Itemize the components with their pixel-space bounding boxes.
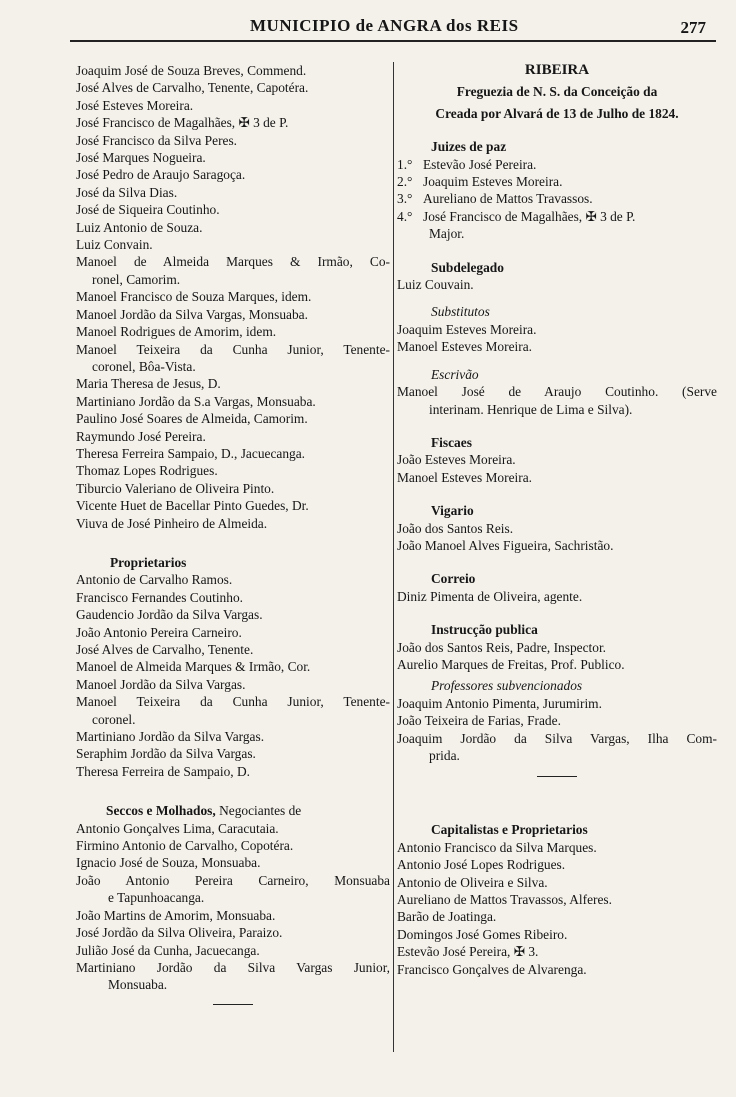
place-title: RIBEIRA — [524, 62, 590, 78]
list-item: Joaquim Esteves Moreira. — [397, 321, 537, 337]
seccos-heading-rest: Negociantes de — [215, 803, 302, 819]
list-item: Raymundo José Pereira. — [76, 428, 206, 444]
list-item: José Marques Nogueira. — [76, 150, 206, 166]
list-item: Antonio de Oliveira e Silva. — [397, 874, 548, 890]
list-item: José Jordão da Silva Oliveira, Paraizo. — [76, 925, 283, 941]
page-number: 277 — [680, 18, 706, 37]
list-item: Theresa Ferreira Sampaio, D., Jacuecanga. — [76, 445, 306, 461]
item-number: 1.° — [397, 156, 413, 172]
list-item: Thomaz Lopes Rodrigues. — [76, 463, 218, 479]
list-item-continuation: coronel, Bôa-Vista. — [92, 358, 196, 374]
section-heading-proprietarios: Proprietarios — [110, 554, 187, 570]
list-item — [397, 208, 717, 225]
item-number: 4.° — [397, 208, 413, 224]
list-item: Manoel Rodrigues de Amorim, idem. — [76, 324, 277, 340]
section-rule — [213, 1004, 253, 1005]
list-item: Antonio Francisco da Silva Marques. — [397, 839, 597, 855]
list-item: Manoel José de Araujo Coutinho. (Serve — [397, 384, 717, 400]
list-item: José Alves de Carvalho, Tenente. — [76, 642, 254, 657]
right-column — [397, 62, 717, 978]
creada-line: Creada por Alvará de 13 de Julho de 1824. — [435, 105, 679, 121]
list-item: Theresa Ferreira de Sampaio, D. — [76, 763, 251, 779]
item-number: 3.° — [397, 191, 413, 207]
list-item: Diniz Pimenta de Oliveira, agente. — [397, 588, 583, 604]
list-item: Antonio de Carvalho Ramos. — [76, 572, 233, 588]
list-item: Martiniano Jordão da Silva Vargas Junior, — [76, 959, 390, 975]
left-column — [76, 62, 390, 1015]
section-heading-juizes: Juizes de paz — [431, 139, 507, 155]
list-item: João Antonio Pereira Carneiro, Monsuaba — [76, 872, 390, 888]
list-item: Viuva de José Pinheiro de Almeida. — [76, 515, 268, 531]
list-item: José da Silva Dias. — [76, 184, 178, 200]
capitalistas-list — [397, 839, 717, 978]
list-item: Gaudencio Jordão da Silva Vargas. — [76, 607, 263, 623]
list-item-continuation: interinam. Henrique de Lima e Silva). — [429, 401, 633, 417]
proprietarios-list — [76, 571, 390, 693]
list-item: João Esteves Moreira. — [397, 452, 516, 468]
list-item: Firmino Antonio de Carvalho, Copotéra. — [76, 838, 294, 854]
list-item: Manoel Jordão da Silva Vargas, Monsuaba. — [76, 306, 308, 322]
list-item: Vicente Huet de Bacellar Pinto Guedes, Dr. — [76, 498, 309, 514]
list-item: Antonio José Lopes Rodrigues. — [397, 857, 566, 873]
professores-list — [397, 695, 717, 730]
list-item: João Teixeira de Farias, Frade. — [397, 713, 561, 729]
section-heading-fiscaes: Fiscaes — [431, 434, 472, 450]
list-item: João Martins de Amorim, Monsuaba. — [76, 907, 276, 923]
item-name: Joaquim Esteves Moreira. — [423, 174, 563, 190]
item-name: Aureliano de Mattos Travassos. — [423, 191, 593, 207]
list-item: José Esteves Moreira. — [76, 97, 194, 113]
list-item: José de Siqueira Coutinho. — [76, 202, 220, 218]
list-item: João Antonio Pereira Carneiro. — [76, 624, 242, 640]
list-item: Joaquim Jordão da Silva Vargas, Ilha Com- — [397, 730, 717, 746]
list-item-continuation: Major. — [429, 226, 465, 242]
column-divider — [393, 62, 394, 1052]
proprietarios-list-b — [76, 728, 390, 780]
left-late-list — [76, 375, 390, 532]
instrucao-list — [397, 639, 717, 674]
list-item: Manoel Esteves Moreira. — [397, 339, 532, 355]
seccos-list — [76, 820, 390, 872]
list-item: José Pedro de Araujo Saragoça. — [76, 167, 246, 183]
list-item: João Manoel Alves Figueira, Sachristão. — [397, 537, 614, 553]
list-item: Estevão José Pereira, ✠ 3. — [397, 944, 539, 960]
list-item: Joaquim Antonio Pimenta, Jurumirim. — [397, 695, 602, 711]
fiscaes-list — [397, 451, 717, 486]
freguezia-line: Freguezia de N. S. da Conceição da — [456, 84, 658, 100]
list-item: Seraphim Jordão da Silva Vargas. — [76, 746, 256, 762]
section-heading-correio: Correio — [431, 571, 476, 587]
substitutos-list — [397, 321, 717, 356]
list-item: Aureliano de Mattos Travassos, Alferes. — [397, 892, 612, 908]
list-item — [397, 190, 717, 207]
list-item: José Francisco de Magalhães, ✠ 3 de P. — [76, 115, 289, 131]
list-item: Manoel Jordão da Silva Vargas. — [76, 676, 246, 692]
left-mid-list — [76, 288, 390, 340]
section-heading-substitutos: Substitutos — [431, 304, 490, 320]
section-heading-instrucao: Instrucção publica — [431, 622, 538, 638]
list-item: Julião José da Cunha, Jacuecanga. — [76, 942, 260, 958]
page-header — [70, 8, 716, 42]
section-heading-professores: Professores subvencionados — [431, 678, 583, 694]
section-heading-vigario: Vigario — [431, 503, 474, 519]
list-item: Aurelio Marques de Freitas, Prof. Publico. — [397, 656, 625, 672]
item-number: 2.° — [397, 174, 413, 190]
list-item: Antonio Gonçalves Lima, Caracutaia. — [76, 820, 279, 836]
list-item-continuation: ronel, Camorim. — [92, 271, 181, 287]
juizes-list — [397, 156, 717, 226]
list-item-continuation: e Tapunhoacanga. — [108, 890, 205, 906]
list-item: Domingos José Gomes Ribeiro. — [397, 926, 568, 942]
section-heading-escrivao: Escrivão — [431, 366, 479, 382]
list-item: Paulino José Soares de Almeida, Camorim. — [76, 411, 308, 427]
list-item: Luiz Couvain. — [397, 277, 474, 293]
list-item: Luiz Antonio de Souza. — [76, 219, 203, 235]
section-heading-seccos — [76, 802, 390, 819]
list-item: Tiburcio Valeriano de Oliveira Pinto. — [76, 480, 275, 496]
list-item: Luiz Convain. — [76, 237, 153, 253]
seccos-list-b — [76, 907, 390, 959]
list-item: Manoel de Almeida Marques & Irmão, Co- — [76, 254, 390, 270]
list-item: Martiniano Jordão da Silva Vargas. — [76, 729, 265, 745]
item-name: José Francisco de Magalhães, ✠ 3 de P. — [423, 208, 636, 224]
list-item: Manoel Esteves Moreira. — [397, 469, 532, 485]
section-heading-capitalistas: Capitalistas e Proprietarios — [431, 822, 588, 838]
list-item: Ignacio José de Souza, Monsuaba. — [76, 855, 261, 871]
list-item-continuation: Monsuaba. — [108, 977, 168, 993]
list-item: Maria Theresa de Jesus, D. — [76, 376, 221, 392]
left-top-list — [76, 62, 390, 253]
vigario-list — [397, 520, 717, 555]
list-item — [397, 173, 717, 190]
list-item: Martiniano Jordão da S.a Vargas, Monsuaba. — [76, 393, 316, 409]
list-item: Manoel de Almeida Marques & Irmão, Cor. — [76, 659, 311, 675]
section-heading-subdelegado: Subdelegado — [431, 259, 504, 275]
list-item: João dos Santos Reis. — [397, 520, 514, 536]
list-item: Manoel Teixeira da Cunha Junior, Tenente- — [76, 694, 390, 710]
list-item: Manoel Francisco de Souza Marques, idem. — [76, 289, 312, 305]
item-name: Estevão José Pereira. — [423, 156, 537, 172]
list-item: José Alves de Carvalho, Tenente, Capotéra. — [76, 80, 309, 96]
list-item-continuation: coronel. — [92, 711, 136, 727]
section-rule — [537, 776, 577, 777]
list-item — [397, 156, 717, 173]
list-item: Manoel Teixeira da Cunha Junior, Tenente- — [76, 341, 390, 357]
seccos-heading-bold: Seccos e Molhados, — [106, 803, 216, 819]
list-item-continuation: prida. — [429, 748, 460, 763]
page-title: MUNICIPIO de ANGRA dos REIS — [250, 16, 519, 35]
list-item: Joaquim José de Souza Breves, Commend. — [76, 63, 307, 78]
list-item: Barão de Joatinga. — [397, 909, 497, 925]
list-item: João dos Santos Reis, Padre, Inspector. — [397, 639, 607, 655]
list-item: Francisco Gonçalves de Alvarenga. — [397, 961, 587, 977]
list-item: José Francisco da Silva Peres. — [76, 132, 238, 148]
list-item: Francisco Fernandes Coutinho. — [76, 589, 243, 605]
